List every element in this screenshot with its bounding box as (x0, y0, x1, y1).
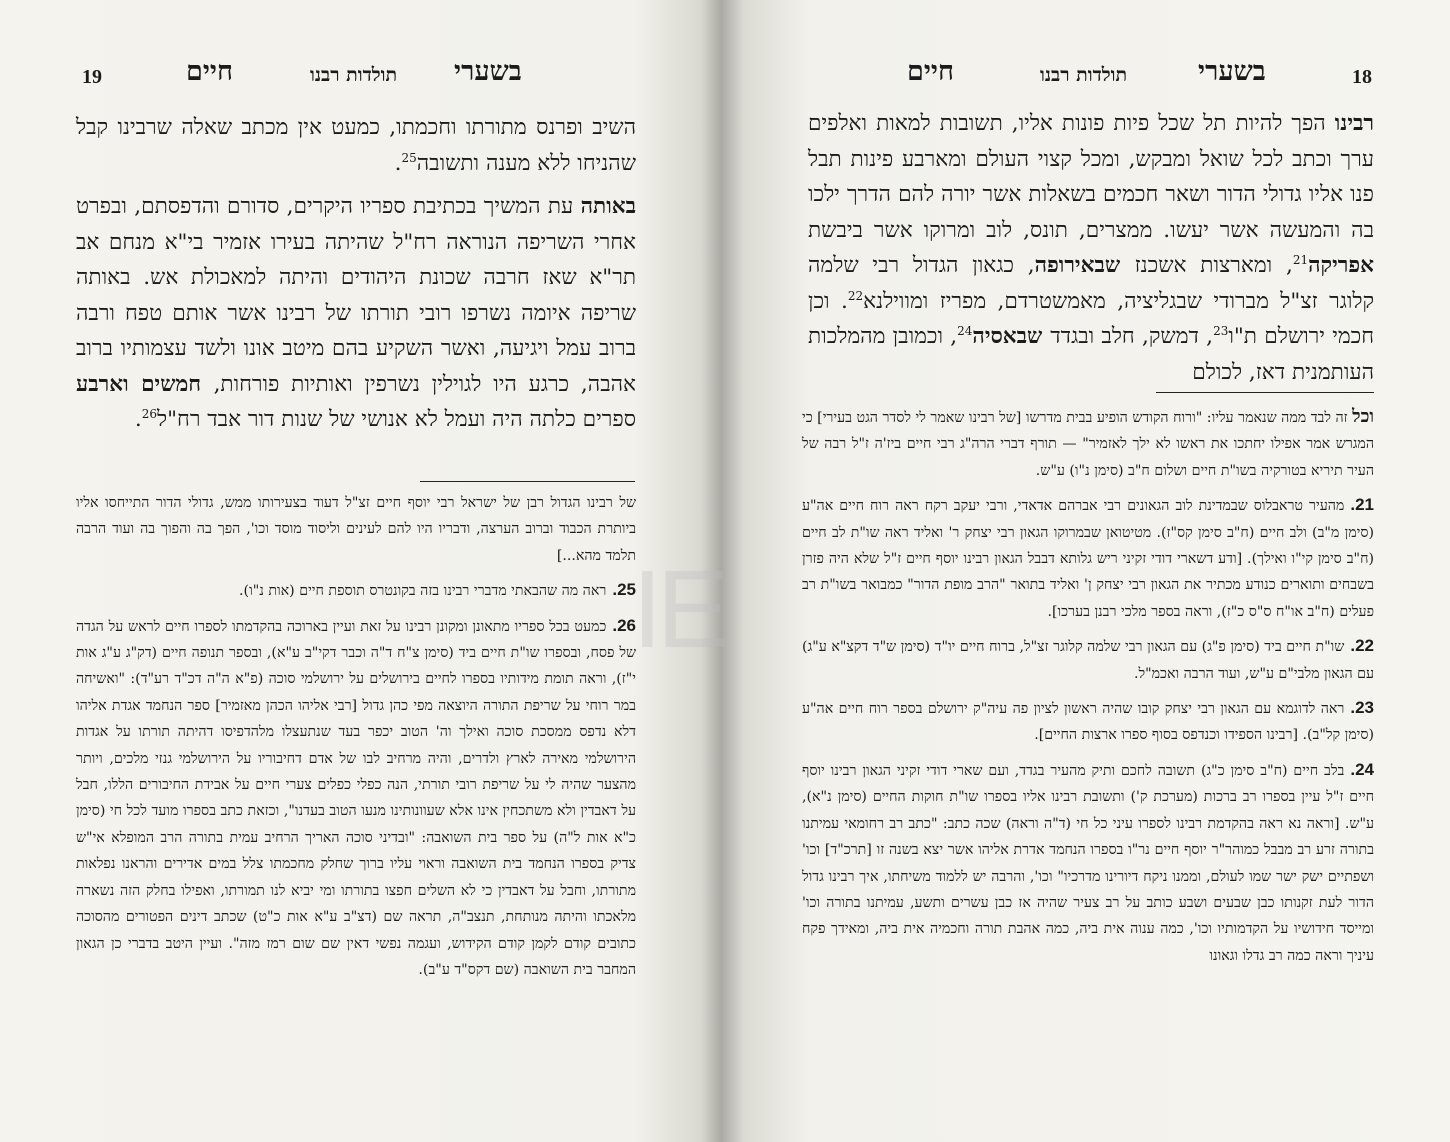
header-subtitle: תולדות רבנו (1040, 64, 1128, 86)
paragraph: רבינו הפך להיות תל שכל פיות פונות אליו, תשובות למאות ואלפים ערך וכתב לכל שואל ומבקש, ומכל קצוי העולם ומארבע פינות תבל פנו אליו גדולי הדור ושאר חכמים בשאלות אשר יורה להם הדרך ילכו בה והמעשה אשר יעשו. ממצרים, תונס, לוב ומרוקו אשר ביבשת אפריקה$^{21}$, ומארצות אשכנז שבאירופה, כגאון הגדול רבי שלמה קלוגר זצ"ל מברודי שבגליציה, מאמשטרדם, מפריז ומווילנא$^{22}$. וכן חכמי ירושלם ת"ו$^{23}$, דמשק, חלב ובגדד שבאסיה$^{24}$, וכמובן מהמלכות העותמנית דאז, לכולם (808, 111, 1375, 385)
footnote-divider (1156, 392, 1374, 393)
page-number: 19 (82, 66, 102, 88)
page-number: 18 (1352, 66, 1372, 88)
right-page-header (722, 56, 1450, 96)
header-main: בשערי (1198, 56, 1266, 87)
footnote: 23.ראה לדוגמא עם הגאון רבי יצחק קובו שהיה ראשון לציון פה עיה"ק ירושלם בספר רוח חיים אה"ע (סימן קל"ב). [רבינו הספידו וכנדפס בסוף ספרו ארצות החיים]. (802, 698, 1374, 744)
footnote: וכל זה לבד ממה שנאמר עליו: "ורוח הקודש הופיע בבית מדרשו [של רבינו שאמר לי לסדר הגט בעירי] כי המגרש אמר אפילו יחתכו את ראשו לא ילך לאזמיר" — תורף דברי הרה"ג רבי חיים ביז'ה ז"ל רבה של העיר תיריא בטורקיה בשו"ת חיים ושלום ח"ב (סימן נ"ו) ע"ש. (802, 406, 1374, 479)
footnote: 24.בלב חיים (ח"ב סימן כ"ג) תשובה לחכם ותיק מהעיר בגדד, ועם שארי דודי זקיני הגאון רבינו יוסף חיים ז"ל עיין בספרו רב ברכות (מערכת ק') ותשובת רבינו אליו בספרו שו"ת חוקות החיים (סימן נ"א), ע"ש. [וראה נא ראה בהקדמת רבינו לספרו עיני כל חי (ד"ה וראה) שכה כתב: "כתב רב רחומאי עמיתנו בתורה זרע רב מבבל כמוהר"ר יוסף חיים נר"ו בספרו הנחמד אדרת אליהו אשר יצא בשנה זו [תרכ"ד] וכו' ושפתיים ישק ישר שמו לעולם, וממנו ניקח דיורינו מדרכיו" וכו', והרבה יש ללמוד משיחתו, איך רבינו גדול הדור לעת זקנותו כבן שבעים ושבע כותב על רב צעיר שהיה אז כבן עשרים ותשע, עמיתנו בתורה וכו' ומייסד חידושיו על הקדמותיו וכו', כמה ענוה אית ביה, כמה אהבת תורה וחכמיה אית ביה, ומאידך פקח עיניך וראה כמה רב גדלו וגאונו (802, 759, 1374, 964)
right-page (722, 0, 1450, 1142)
main-text (808, 106, 1374, 390)
footnote: 22.שו"ת חיים ביד (סימן פ"ג) עם הגאון רבי שלמה קלוגר זצ"ל, ברוח חיים יו"ד (סימן ש"ד דקצ"א ע"ג) עם הגאון מלבי"ם ע"ש, ועוד הרבה ואכמ"ל. (802, 636, 1374, 682)
footnotes (76, 490, 636, 991)
watermark: IE (632, 548, 724, 671)
main-text (76, 110, 636, 438)
footnote: 21.מהעיר טראבלוס שבמדינת לוב הגאונים רבי אברהם אדאדי, ורבי יעקב רקח ראה רוח חיים אה"ע (סימן מ"ב) ולב חיים (ח"ב סימן קס"ז). מטיטואן שבמרוקו הגאון רבי יצחק ר' ואליד ראה שו"ת לב חיים (ח"ב סימן קי"ו ואילך). [ודע דשארי דודי זקיני ריש גלותא דבבל הגאון רבינו יוסף חיים ז"ל שלא היה פזרן בשבחים ותוארים כנודע מכתיר את הגאון רבי יצחק ן' ואליד בתואר "הרב מופת הדור" כמבואר בשו"ת רב פעלים (ח"ב או"ח ס"ס כ"ז), וראה בספר מלכי רבנן בערכו]. (802, 495, 1374, 620)
paragraph: באותה עת המשיך בכתיבת ספריו היקרים, סדורם והדפסתם, ובפרט אחרי השריפה הנוראה רח"ל שהיתה בעירו אזמיר בי"א מנחם אב תר"א שאז חרבה שכונת היהודים והיתה למאכולת אש. באותה שריפה איומה נשרפו רובי תורתו של רבינו אשר אותם טפח ורבה ברוב עמל ויגיעה, ואשר השקיע בהם מיטב אונו ולשד עצמותיו ברוב אהבה, כרגע היו לגוילין נשרפין ואותיות פורחות, חמשים וארבע ספרים כלתה היה ועמל לא אנושי של שנות דור אבד רח"ל$^{26}$. (76, 194, 636, 432)
footnote: 26.כמעט בכל ספריו מתאונן ומקונן רבינו על זאת ועיין בארוכה בהקדמתו לספרו חיים לראש על הגדה של פסח, ובספרו שו"ת חיים ביד (סימן צ"ח ד"ה וכבר דקי"ב ע"א), ובספר תנופה חיים (דק"ג ע"ג אות י"ז), וראה תומת מידותיו בספרו לחיים בירושלים על ירושלמי סוכה (פ"א ה"ה דכ"ד רע"ד): "ואשיחה במר רוחי על שריפת התורה היוצאה מפי כהן גדול [רבי אליהו הכהן מאזמיר] ספר הנחמד אגדת אליהו דלא נדפס ממסכת סוכה ואילך וה' הטוב יכפר בעד שנתעצלו מלהדפיסו דהיתה תורתו על אגדות הירושלמי מאירה לארץ ולדרים, והיה מרחיב לבו של אדם דחיבוריו על הירושלמי גנזי מלכים, ויותר מהצער שהיה לי על שריפת רובי תורתי, הנה כפלי כפלים צערי חיים על אבידת החיבורים הללו, חבל על דאבדין ולא משתכחין אינו אלא שעוונותינו מנעו הטוב בעדנו", וכזאת כתב בספרו מועד לכל חי (סימן כ"א אות ל"ה) על ספר בית השואבה: "ובדיני סוכה האריך הרחיב עמית בתורה הרב המופלא אי"ש צדיק בספרו הנחמד בית השואבה וראוי עליו ברוך שחלק מחכמתו צלל במים אדירים והראנו נפלאות מתורתו, וחבל על דאבדין כי לא השלים חפצו בתורתו ומי יביא לנו תמורתו, ואפילו בחלק הזה נשארה מלאכתו והיתה מנותחת, תנצב"ה, תראה שם (דצ"ב ע"א אות כ"ט) שכתב דינים הפטורים מהסוכה כתובים קודם לקמן קודם הקידוש, ועגמה נפשי דאין שם שום רמז מזה". ועיין היטב בדברי כן הגאון המחבר בית השואבה (שם דקס"ד ע"ב). (76, 615, 636, 978)
footnote: של רבינו הגדול רבן של ישראל רבי יוסף חיים זצ"ל דעוד בצעירותו ממש, גדולי הדור התייחסו אליו ביותרת הכבוד וברוב הערצה, ודבריו היו להם לעינים וליסוד מוסד וכו', הפך בה והפוך בה ועוד הרבה תלמד מהא...] (76, 495, 636, 564)
header-title: חיים (907, 56, 954, 87)
footnote: 25.ראה מה שהבאתי מדברי רבינו בזה בקונטרס תוספת חיים (אות נ"ו). (239, 580, 636, 600)
paragraph: השיב ופרנס מתורתו וחכמתו, כמעט אין מכתב שאלה שרבינו קבל שהניחו ללא מענה ותשובה$^{25}$. (76, 115, 636, 176)
header-main: בשערי (454, 56, 522, 87)
header-title: חיים (186, 56, 233, 87)
footnote-divider (420, 481, 635, 482)
left-page-header (0, 56, 722, 96)
footnotes (802, 404, 1374, 977)
header-subtitle: תולדות רבנו (310, 64, 398, 86)
left-page (0, 0, 722, 1142)
